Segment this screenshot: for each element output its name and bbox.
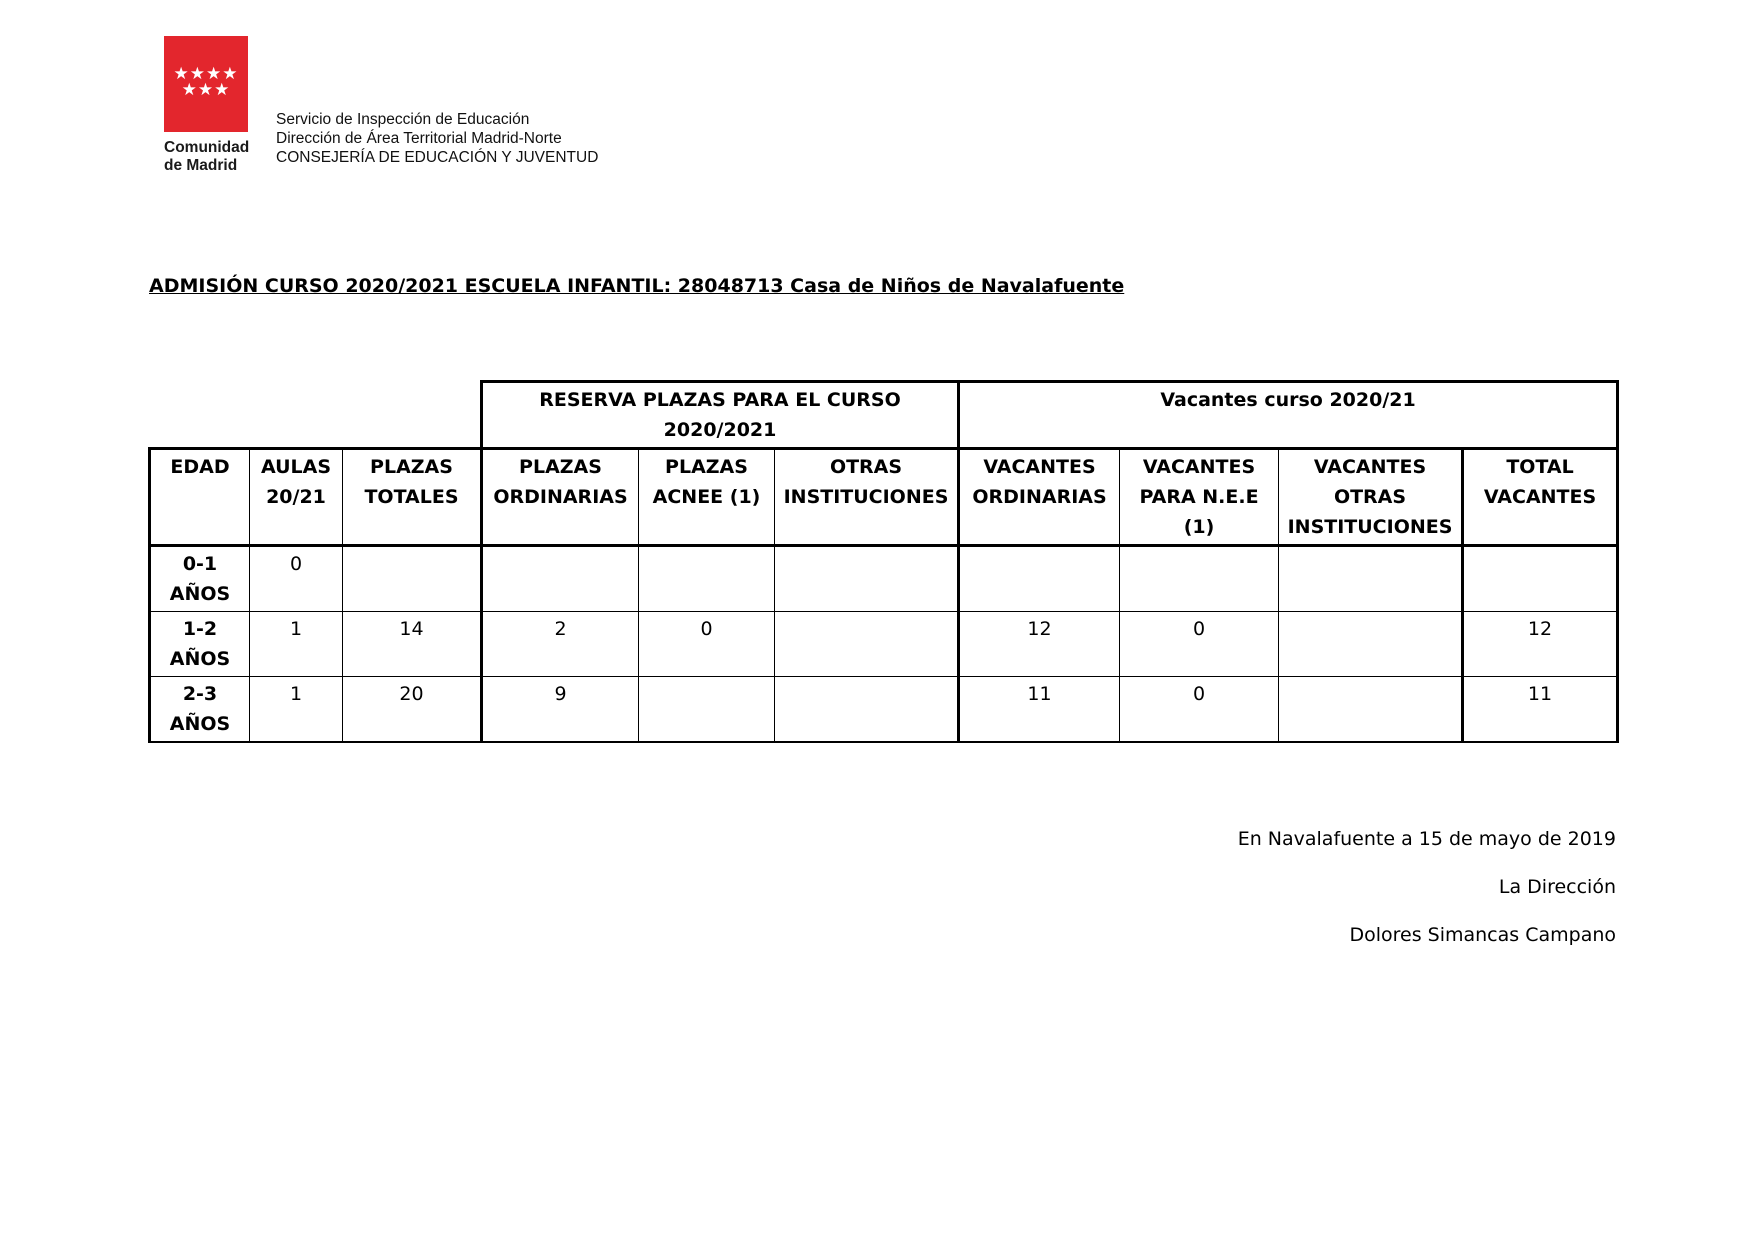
header-plazas-ordinarias: PLAZAS ORDINARIAS (482, 449, 639, 546)
dept-line-3: CONSEJERÍA DE EDUCACIÓN Y JUVENTUD (276, 149, 599, 166)
logo-text-line-2: de Madrid (164, 157, 238, 174)
header-edad: EDAD (150, 449, 250, 546)
group-spacer (150, 382, 482, 449)
cell-aulas: 1 (250, 612, 343, 677)
header-vacantes-ordinarias: VACANTES ORDINARIAS (959, 449, 1120, 546)
cell-edad: 2-3 AÑOS (150, 677, 250, 743)
cell-vacantes-ordinarias: 11 (959, 677, 1120, 743)
cell-edad: 1-2 AÑOS (150, 612, 250, 677)
signer-role: La Dirección (1498, 876, 1616, 898)
cell-plazas-acnee: 0 (639, 612, 775, 677)
logo-text-line-1: Comunidad (164, 139, 250, 156)
cell-vacantes-ordinarias (959, 546, 1120, 612)
cell-aulas: 1 (250, 677, 343, 743)
group-vacantes: Vacantes curso 2020/21 (959, 382, 1618, 449)
department-block (276, 110, 598, 167)
dept-line-2: Dirección de Área Territorial Madrid-Norte (276, 130, 562, 147)
cell-edad: 0-1 AÑOS (150, 546, 250, 612)
document-title: ADMISIÓN CURSO 2020/2021 ESCUELA INFANTIL: 28048713 Casa de Niños de Navalafuente (149, 275, 1125, 297)
cell-vacantes-nee (1120, 546, 1279, 612)
table-row (150, 546, 1618, 612)
column-header-row (150, 449, 1618, 546)
cell-total-vacantes: 12 (1463, 612, 1618, 677)
header-plazas-totales: PLAZAS TOTALES (343, 449, 482, 546)
cell-vacantes-nee: 0 (1120, 612, 1279, 677)
cell-plazas-ordinarias (482, 546, 639, 612)
cell-vacantes-otras (1279, 612, 1463, 677)
cell-plazas-acnee (639, 546, 775, 612)
signer-name: Dolores Simancas Campano (1349, 924, 1616, 946)
cell-plazas-ordinarias: 2 (482, 612, 639, 677)
header-vacantes-nee: VACANTES PARA N.E.E (1) (1120, 449, 1279, 546)
cell-plazas-ordinarias: 9 (482, 677, 639, 743)
cell-plazas-totales: 14 (343, 612, 482, 677)
logo-stars-icon: ★★★★ ★★★ (173, 64, 239, 99)
header-plazas-acnee: PLAZAS ACNEE (1) (639, 449, 775, 546)
comunidad-madrid-logo (164, 36, 248, 175)
table-row (150, 677, 1618, 743)
header-aulas: AULAS 20/21 (250, 449, 343, 546)
dept-line-1: Servicio de Inspección de Educación (276, 111, 530, 128)
cell-plazas-totales (343, 546, 482, 612)
cell-plazas-acnee (639, 677, 775, 743)
cell-vacantes-otras (1279, 546, 1463, 612)
cell-otras-instituciones (775, 546, 959, 612)
logo-text (164, 139, 248, 175)
group-header-row (150, 382, 1618, 449)
place-date: En Navalafuente a 15 de mayo de 2019 (1237, 828, 1616, 850)
table-row (150, 612, 1618, 677)
cell-total-vacantes (1463, 546, 1618, 612)
signature-block (1238, 822, 1616, 966)
header-otras-instituciones: OTRAS INSTITUCIONES (775, 449, 959, 546)
cell-otras-instituciones (775, 677, 959, 743)
cell-vacantes-nee: 0 (1120, 677, 1279, 743)
group-reserva: RESERVA PLAZAS PARA EL CURSO 2020/2021 (482, 382, 959, 449)
cell-vacantes-ordinarias: 12 (959, 612, 1120, 677)
cell-otras-instituciones (775, 612, 959, 677)
cell-total-vacantes: 11 (1463, 677, 1618, 743)
cell-aulas: 0 (250, 546, 343, 612)
header-total-vacantes: TOTAL VACANTES (1463, 449, 1618, 546)
header-vacantes-otras: VACANTES OTRAS INSTITUCIONES (1279, 449, 1463, 546)
admission-table (148, 380, 1619, 743)
cell-plazas-totales: 20 (343, 677, 482, 743)
cell-vacantes-otras (1279, 677, 1463, 743)
logo-flag (164, 36, 248, 132)
